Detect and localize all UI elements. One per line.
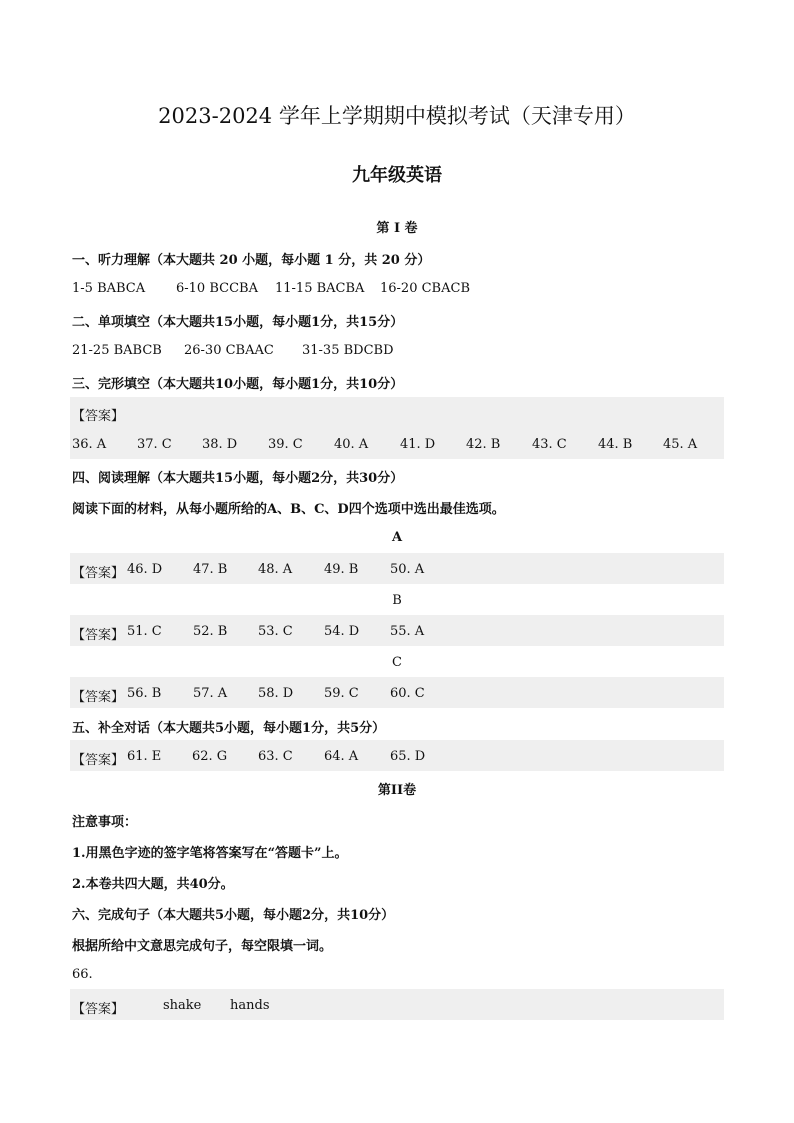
answer-label: 【答案】 — [72, 409, 125, 424]
answer-label: 【答案】 — [72, 690, 125, 705]
answer-item: 50. A — [390, 562, 425, 577]
section4-instruction: 阅读下面的材料，从每小题所给的A、B、C、D四个选项中选出最佳选项。 — [72, 502, 505, 517]
answer-item: 40. A — [334, 437, 369, 452]
answer-group: 26-30 CBAAC — [184, 343, 274, 358]
answer-item: 51. C — [127, 624, 162, 639]
answer-item: 46. D — [127, 562, 163, 577]
part1-heading: 第 I 卷 — [376, 221, 418, 236]
answer-item: 54. D — [324, 624, 360, 639]
page-title: 2023-2024 学年上学期期中模拟考试（天津专用） — [158, 104, 636, 128]
answer-item: 41. D — [400, 437, 436, 452]
answer-item: 38. D — [202, 437, 238, 452]
answer-item: 44. B — [598, 437, 633, 452]
answer-label: 【答案】 — [72, 628, 125, 643]
answer-group: 6-10 BCCBA — [176, 281, 258, 296]
passage-letter: B — [392, 593, 402, 608]
answer-label: 【答案】 — [72, 566, 125, 581]
section1-title: 一、听力理解（本大题共 20 小题，每小题 1 分，共 20 分） — [72, 253, 431, 268]
answer-word: shake — [163, 998, 202, 1013]
note-1: 1.用黑色字迹的签字笔将答案写在“答题卡”上。 — [72, 846, 348, 861]
answer-item: 52. B — [193, 624, 228, 639]
answer-item: 63. C — [258, 749, 293, 764]
section5-title: 五、补全对话（本大题共5小题，每小题1分，共5分） — [72, 721, 386, 736]
answer-item: 60. C — [390, 686, 425, 701]
answer-item: 42. B — [466, 437, 501, 452]
answer-item: 58. D — [258, 686, 294, 701]
section6-instruction: 根据所给中文意思完成句子，每空限填一词。 — [72, 939, 333, 954]
answer-item: 39. C — [268, 437, 303, 452]
answer-item: 49. B — [324, 562, 359, 577]
answer-item: 37. C — [137, 437, 172, 452]
question-66-number: 66. — [72, 967, 93, 982]
answer-label: 【答案】 — [72, 753, 125, 768]
section4-title: 四、阅读理解（本大题共15小题，每小题2分，共30分） — [72, 471, 404, 486]
section6-title: 六、完成句子（本大题共5小题，每小题2分，共10分） — [72, 908, 395, 923]
answer-item: 47. B — [193, 562, 228, 577]
section2-title: 二、单项填空（本大题共15小题，每小题1分，共15分） — [72, 315, 404, 330]
answer-group: 21-25 BABCB — [72, 343, 162, 358]
answer-item: 36. A — [72, 437, 107, 452]
answer-word: hands — [230, 998, 270, 1013]
answer-label: 【答案】 — [72, 1002, 125, 1017]
answer-group: 31-35 BDCBD — [302, 343, 394, 358]
answer-item: 65. D — [390, 749, 426, 764]
passage-letter: C — [392, 655, 402, 670]
answer-item: 57. A — [193, 686, 228, 701]
answer-item: 53. C — [258, 624, 293, 639]
answer-group: 11-15 BACBA — [275, 281, 365, 296]
part2-heading: 第II卷 — [377, 783, 417, 798]
answer-item: 59. C — [324, 686, 359, 701]
page-subtitle: 九年级英语 — [352, 165, 442, 186]
notes-title: 注意事项： — [72, 815, 138, 830]
answer-item: 64. A — [324, 749, 359, 764]
answer-item: 55. A — [390, 624, 425, 639]
passage-letter: A — [391, 530, 403, 545]
answer-item: 62. G — [192, 749, 228, 764]
answer-item: 48. A — [258, 562, 293, 577]
answer-item: 43. C — [532, 437, 567, 452]
answer-item: 45. A — [663, 437, 698, 452]
answer-item: 56. B — [127, 686, 162, 701]
answer-group: 1-5 BABCA — [72, 281, 146, 296]
answer-item: 61. E — [127, 749, 162, 764]
answer-group: 16-20 CBACB — [380, 281, 470, 296]
section3-title: 三、完形填空（本大题共10小题，每小题1分，共10分） — [72, 377, 404, 392]
note-2: 2.本卷共四大题，共40分。 — [72, 877, 234, 892]
